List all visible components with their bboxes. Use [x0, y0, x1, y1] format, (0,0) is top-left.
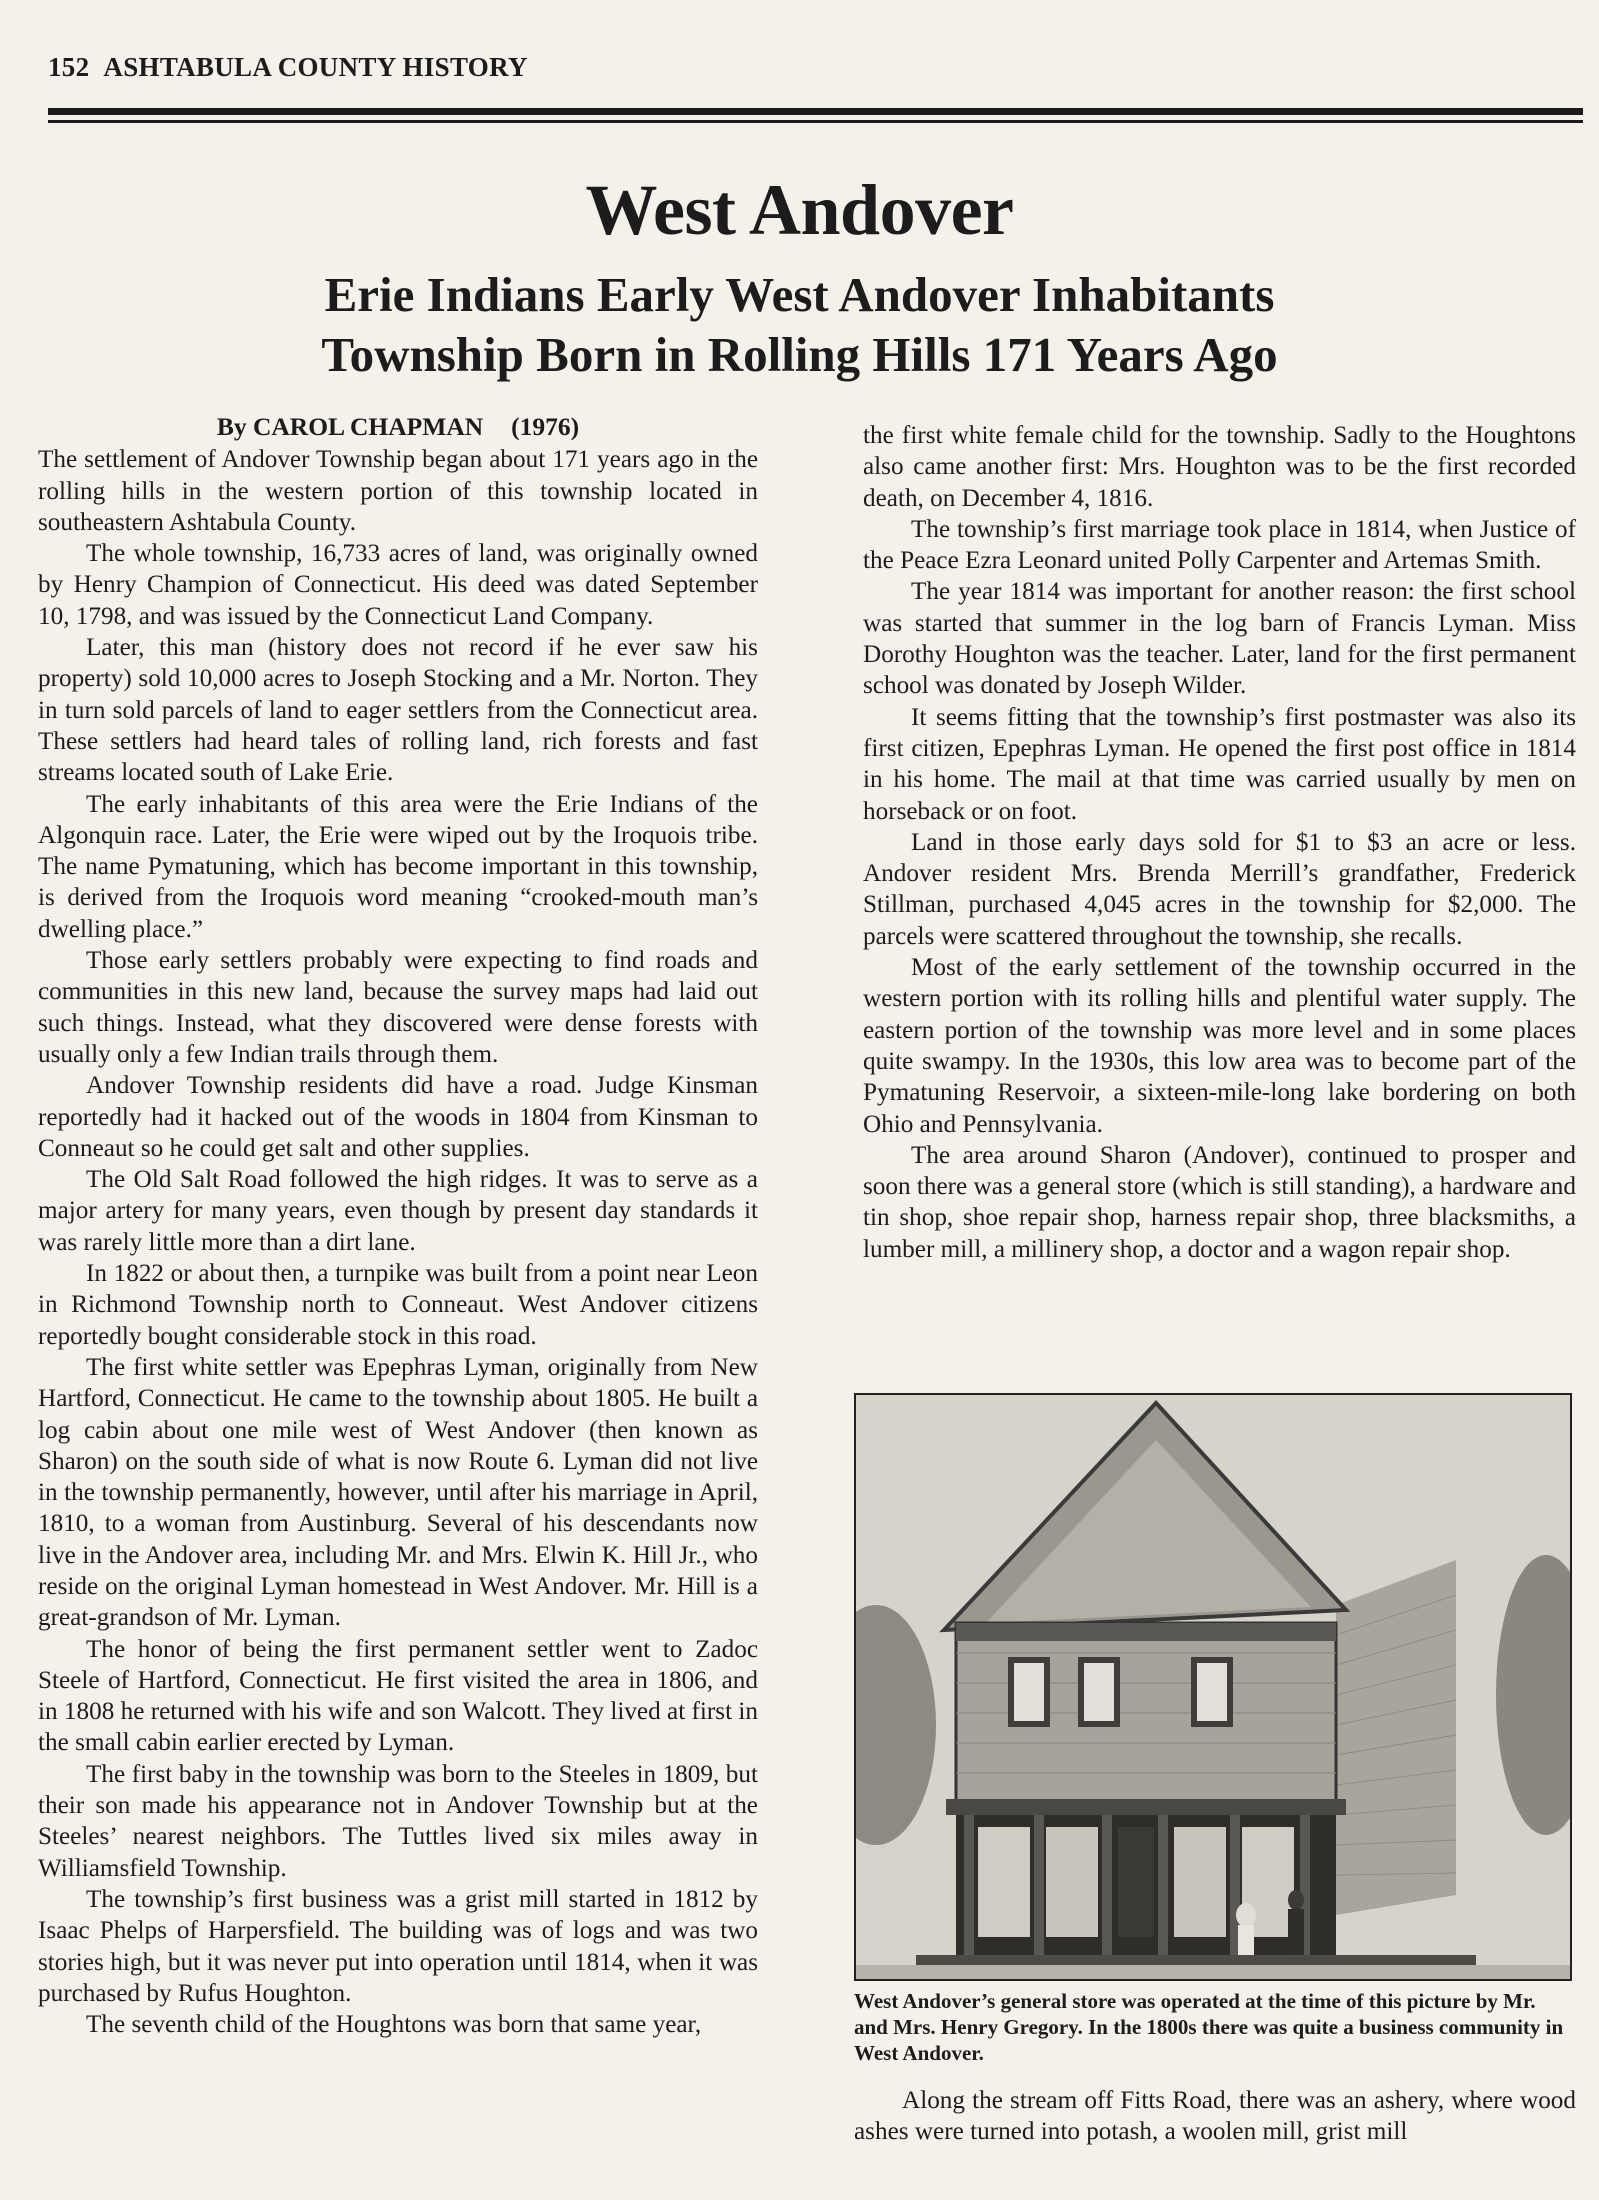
- paragraph: The year 1814 was important for another reason: the first school was started that summer in the log barn of Francis Lyman. Miss Dorothy Houghton was the teacher. Later, land for the first permanent school was donated by Joseph Wilder.: [863, 578, 1576, 700]
- paragraph: The area around Sharon (Andover), continued to prosper and soon there was a general store (which is still standing), a hardware and tin shop, shoe repair shop, harness repair shop, three blacksmiths, a lumber mill, a millinery shop, a doctor and a wagon repair shop.: [863, 1141, 1576, 1263]
- paragraph: The honor of being the first permanent settler went to Zadoc Steele of Hartford, Connecticut. He first visited the area in 1806, and in 1808 he returned with his wife and son Walcott. They lived at first in the small cabin earlier erected by Lyman.: [38, 1635, 758, 1757]
- article-title: West Andover: [585, 170, 1014, 250]
- page-number: 152: [48, 52, 90, 82]
- photo-caption: West Andover’s general store was operated at the time of this picture by Mr. and Mrs. Henry Gregory. In the 1800s there was quite a business community in West Andover.: [854, 1989, 1564, 2065]
- paragraph: the first white female child for the township. Sadly to the Houghtons also came another first: Mrs. Houghton was to be the first recorded death, on December 4, 1816.: [863, 422, 1576, 512]
- paragraph: The first baby in the township was born to the Steeles in 1809, but their son made his appearance not in Andover Township but at the Steeles’ nearest neighbors. The Tuttles lived six miles away in Williamsfield Township.: [38, 1760, 758, 1882]
- byline-year: (1976): [511, 412, 580, 441]
- paragraph: Andover Township residents did have a road. Judge Kinsman reportedly had it hacked out of the woods in 1804 from Kinsman to Conneaut so he could get salt and other supplies.: [38, 1072, 758, 1162]
- paragraph: Those early settlers probably were expecting to find roads and communities in this new land, because the survey maps had laid out such things. Instead, what they discovered were dense forests with usually only a few Indian trails through them.: [38, 947, 758, 1068]
- paragraph: The seventh child of the Houghtons was born that same year,: [86, 2011, 702, 2039]
- right-column: [863, 420, 1576, 1265]
- general-store-illustration: [856, 1395, 1570, 1979]
- header-rule-thin: [48, 120, 1583, 123]
- publication-name: ASHTABULA COUNTY HISTORY: [103, 52, 528, 82]
- byline: [38, 411, 758, 442]
- paragraph: Along the stream off Fitts Road, there was an ashery, where wood ashes were turned into potash, a woolen mill, grist mill: [854, 2087, 1576, 2146]
- left-column: [38, 411, 758, 2040]
- paragraph: The first white settler was Epephras Lyman, originally from New Hartford, Connecticut. He came to the township about 1805. He built a log cabin about one mile west of West Andover (then known as Sharon) on the south side of what is now Route 6. Lyman did not live in the township permanently, however, until after his marriage in April, 1810, to a woman from Austinburg. Several of his descendants now live in the Andover area, including Mr. and Mrs. Elwin K. Hill Jr., who reside on the original Lyman homestead in West Andover. Mr. Hill is a great-grandson of Mr. Lyman.: [38, 1353, 758, 1632]
- paragraph: The Old Salt Road followed the high ridges. It was to serve as a major artery for many years, even though by present day standards it was rarely little more than a dirt lane.: [38, 1166, 758, 1256]
- header-rule-thick: [48, 108, 1583, 115]
- paragraph: It seems fitting that the township’s first postmaster was also its first citizen, Epephras Lyman. He opened the first post office in 1814 in his home. The mail at that time was carried usually by men on horseback or on foot.: [863, 703, 1576, 825]
- paragraph: The early inhabitants of this area were the Erie Indians of the Algonquin race. Later, the Erie were wiped out by the Iroquois tribe. The name Pymatuning, which has become important in this township, is derived from the Iroquois word meaning “crooked-mouth man’s dwelling place.”: [38, 790, 758, 943]
- paragraph: The township’s first business was a grist mill started in 1812 by Isaac Phelps of Harpersfield. The building was of logs and was two stories high, but it was never put into operation until 1814, when it was purchased by Rufus Houghton.: [38, 1885, 758, 2007]
- paragraph: The whole township, 16,733 acres of land, was originally owned by Henry Champion of Connecticut. His deed was dated September 10, 1798, and was issued by the Connecticut Land Company.: [38, 540, 758, 630]
- paragraph: The township’s first marriage took place in 1814, when Justice of the Peace Ezra Leonard united Polly Carpenter and Artemas Smith.: [863, 515, 1576, 575]
- paragraph: Most of the early settlement of the township occurred in the western portion with its rolling hills and plentiful water supply. The eastern portion of the township was more level and in some places quite swampy. In the 1930s, this low area was to become part of the Pymatuning Reservoir, a sixteen-mile-long lake bordering on both Ohio and Pennsylvania.: [863, 954, 1576, 1138]
- subheading-1: Erie Indians Early West Andover Inhabitants: [324, 267, 1275, 322]
- paragraph: Later, this man (history does not record if he ever saw his property) sold 10,000 acres to Joseph Stocking and a Mr. Norton. They in turn sold parcels of land to eager settlers from the Connecticut area. These settlers had heard tales of rolling land, rich forests and fast streams located south of Lake Erie.: [38, 634, 758, 787]
- paragraph: The settlement of Andover Township began about 171 years ago in the rolling hills in the western portion of this township located in southeastern Ashtabula County.: [38, 446, 758, 536]
- paragraph: In 1822 or about then, a turnpike was built from a point near Leon in Richmond Township north to Conneaut. West Andover citizens reportedly bought considerable stock in this road.: [38, 1260, 758, 1350]
- subheading-2: Township Born in Rolling Hills 171 Years Ago: [321, 327, 1278, 382]
- right-column-continued: [854, 2085, 1576, 2148]
- byline-author: By CAROL CHAPMAN: [216, 412, 484, 441]
- general-store-photo: [854, 1393, 1572, 1981]
- paragraph: Land in those early days sold for $1 to $3 an acre or less. Andover resident Mrs. Brenda Merrill’s grandfather, Frederick Stillman, purchased 4,045 acres in the township for $2,000. The parcels were scattered throughout the township, she recalls.: [863, 828, 1576, 950]
- page-header: [48, 52, 1548, 83]
